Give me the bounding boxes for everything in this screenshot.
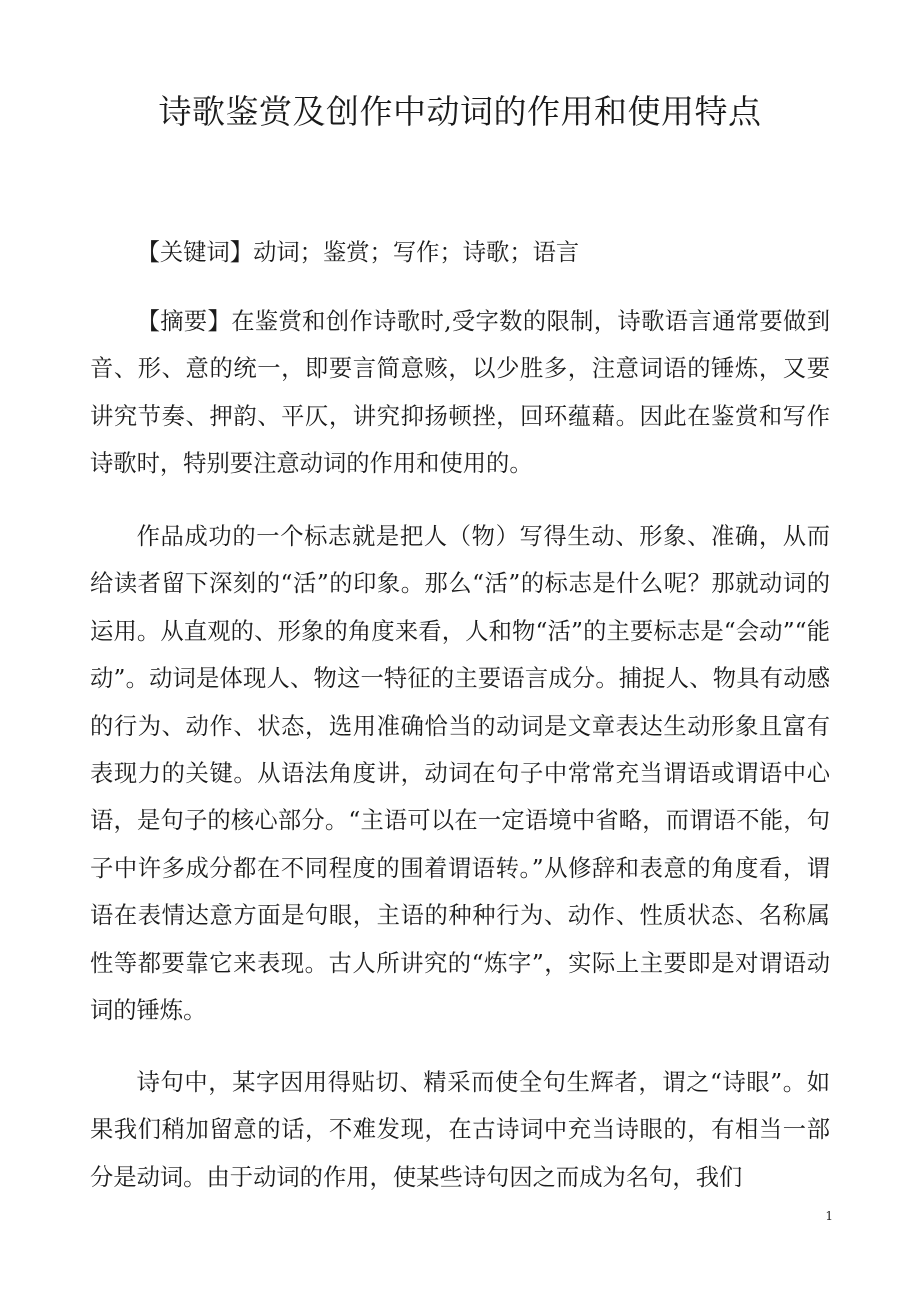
abstract-paragraph: 【摘要】在鉴赏和创作诗歌时,受字数的限制，诗歌语言通常要做到音、形、意的统一，即要言简意赅，以少胜多，注意词语的锤炼，又要讲究节奏、押韵、平仄，讲究抑扬顿挫，回环蕴藉。因此在鉴赏和写作诗歌时，特别要注意动词的作用和使用的。 xyxy=(90,308,830,478)
body-paragraph: 诗句中，某字因用得贴切、精采而使全句生辉者，谓之“诗眼”。如果我们稍加留意的话，不难发现，在古诗词中充当诗眼的，有相当一部分是动词。由于动词的作用，使某些诗句因之而成为名句，我们 xyxy=(90,1069,830,1191)
page-number: 1 xyxy=(825,1209,833,1223)
body-paragraph: 作品成功的一个标志就是把人（物）写得生动、形象、准确，从而给读者留下深刻的“活”的印象。那么“活”的标志是什么呢？那就动词的运用。从直观的、形象的角度来看，人和物“活”的主要标志是“会动”“能动”。动词是体现人、物这一特征的主要语言成分。捕捉人、物具有动感的行为、动作、状态，选用准确恰当的动词是文章表达生动形象且富有表现力的关键。从语法角度讲，动词在句子中常常充当谓语或谓语中心语，是句子的核心部分。“主语可以在一定语境中省略，而谓语不能，句子中许多成分都在不同程度的围着谓语转。”从修辞和表意的角度看，谓语在表情达意方面是句眼，主语的种种行为、动作、性质状态、名称属性等都要靠它来表现。古人所讲究的“炼字”，实际上主要即是对谓语动词的锤炼。 xyxy=(90,523,830,1025)
document-title: 诗歌鉴赏及创作中动词的作用和使用特点 xyxy=(158,92,762,131)
keywords-paragraph: 【关键词】动词；鉴赏；写作；诗歌；语言 xyxy=(136,239,580,266)
